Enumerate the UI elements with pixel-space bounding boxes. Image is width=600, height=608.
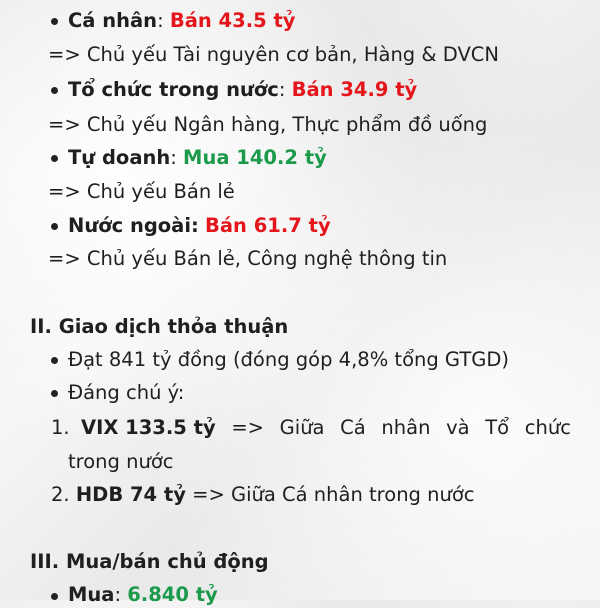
deal-word: Giữa [279, 416, 325, 439]
deal-number: 2. [51, 483, 70, 506]
deal-number: 1. [51, 416, 70, 439]
active-buy [68, 582, 218, 608]
buy-label: Mua [68, 583, 115, 606]
separator: : [157, 9, 170, 32]
deal-continuation: trong nước [68, 450, 174, 473]
investor-foreign [68, 213, 331, 239]
separator: : [170, 146, 184, 169]
investor-label: Cá nhân [68, 9, 158, 32]
deal-word: Cá [340, 416, 366, 439]
bullet-dot [51, 357, 58, 364]
buy-value: 6.840 tỷ [127, 583, 218, 606]
investor-note: => Chủ yếu Ngân hàng, Thực phẩm đồ uống [48, 113, 488, 136]
investor-note: => Chủ yếu Tài nguyên cơ bản, Hàng & DVCN [48, 43, 499, 66]
investor-individual [68, 8, 296, 34]
bullet-dot [51, 18, 58, 25]
investor-domestic-institution [68, 77, 417, 103]
deal-word: và [446, 416, 470, 439]
net-value: Bán 34.9 tỷ [291, 78, 418, 101]
deal-word: => [231, 416, 265, 439]
deal-ticker: VIX 133.5 tỷ [81, 416, 216, 439]
bullet-dot [51, 155, 58, 162]
investor-label: Tự doanh [68, 146, 171, 169]
net-value: Bán 43.5 tỷ [169, 9, 296, 32]
deal-description: => Giữa Cá nhân trong nước [185, 483, 475, 506]
deal-hdb [51, 482, 475, 508]
bullet-dot [51, 87, 58, 94]
net-value: Mua 140.2 tỷ [183, 146, 327, 169]
separator: : [278, 78, 292, 101]
deal-ticker: HDB 74 tỷ [75, 483, 186, 506]
section-title-negotiated: II. Giao dịch thỏa thuận [30, 315, 289, 338]
negotiated-total: Đạt 841 tỷ đồng (đóng góp 4,8% tổng GTGD) [68, 348, 509, 371]
separator: : [114, 583, 128, 606]
investor-label: Tổ chức trong nước [68, 78, 279, 101]
bullet-dot [51, 223, 58, 230]
investor-note: => Chủ yếu Bán lẻ, Công nghệ thông tin [48, 247, 448, 270]
deal-vix [81, 415, 571, 441]
investor-label: Nước ngoài: [68, 214, 199, 237]
investor-note: => Chủ yếu Bán lẻ [48, 180, 235, 203]
deal-word: chức [524, 416, 571, 439]
investor-proprietary [68, 145, 327, 171]
section-title-active-trading: III. Mua/bán chủ động [30, 550, 269, 573]
deal-word: nhân [381, 416, 431, 439]
bullet-dot [51, 593, 58, 600]
notable-label: Đáng chú ý: [68, 381, 185, 404]
bullet-dot [51, 390, 58, 397]
deal-word: Tổ [485, 416, 510, 439]
net-value: Bán 61.7 tỷ [205, 214, 331, 237]
